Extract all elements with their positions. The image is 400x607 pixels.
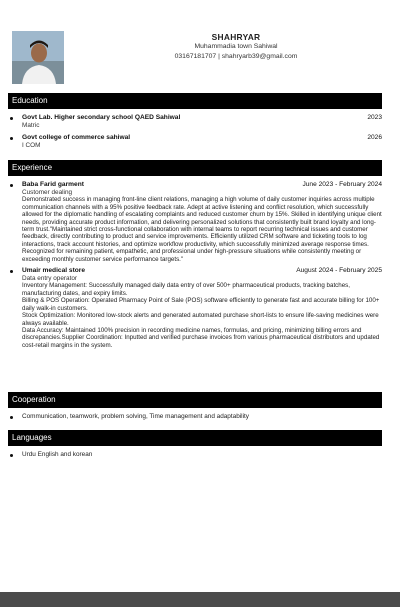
bullet-icon bbox=[10, 416, 13, 419]
experience-heading: Experience bbox=[8, 160, 382, 176]
language-item bbox=[10, 451, 382, 459]
education-item bbox=[10, 114, 382, 129]
candidate-address: Muhammadia town Sahiwal bbox=[194, 43, 278, 50]
education-year: 2023 bbox=[367, 114, 382, 121]
candidate-name: SHAHRYAR bbox=[211, 32, 261, 42]
cooperation-item bbox=[10, 413, 382, 421]
experience-list bbox=[10, 181, 382, 349]
education-degree: I COM bbox=[22, 142, 41, 150]
education-item bbox=[10, 134, 382, 149]
experience-item bbox=[10, 267, 382, 349]
cooperation-text: Communication, teamwork, problem solving, Time management and adaptability bbox=[22, 413, 249, 420]
education-institution: Govt college of commerce sahiwal bbox=[22, 134, 131, 142]
bullet-icon bbox=[10, 184, 13, 187]
education-heading: Education bbox=[8, 93, 382, 109]
candidate-contact: 03167181707 | shahryarb39@gmail.com bbox=[174, 53, 298, 60]
experience-description: Demonstrated success in managing front-line client relations, managing a high volume of daily customer inquiries across multiple communication channels with a 95% positive feedback rate. Adept at active listening and conflict resolution, which successfully allowed for the diplomatic handling of escalating complaints and reduced customer churn by 15%. Skilled in identifying unique client needs, providing accurate product information, and delivering personalized solutions that consistently built brand loyalty and long-term trust."Maintained strict cross-functional collaboration with internal teams to report recurring technical issues and customer feedback, directly contributing to product and service improvements. Efficiently utilized CRM software and ticketing tools to log interactions, track account histories, and optimize workflow productivity, which successfully minimized average response times. Recognized for remaining patient, empathetic, and professional under high-pressure situations while consistently meeting or exceeding monthly customer service performance targets." bbox=[22, 196, 382, 263]
education-institution: Govt Lab. Higher secondary school QAED Sahiwal bbox=[22, 114, 181, 121]
bullet-icon bbox=[10, 137, 13, 140]
bullet-icon bbox=[10, 117, 13, 120]
languages-list bbox=[10, 451, 382, 459]
profile-photo bbox=[12, 31, 64, 84]
bullet-icon bbox=[10, 270, 13, 273]
experience-item bbox=[10, 181, 382, 263]
experience-company: Umair medical store bbox=[22, 267, 86, 275]
experience-company: Baba Farid garment bbox=[22, 181, 84, 188]
experience-role: Customer dealing bbox=[22, 189, 73, 196]
bullet-icon bbox=[10, 454, 13, 457]
experience-role: Data entry operator bbox=[22, 275, 78, 283]
languages-heading: Languages bbox=[8, 430, 382, 446]
languages-text: Urdu English and korean bbox=[22, 451, 93, 458]
education-year: 2026 bbox=[367, 134, 382, 142]
education-list bbox=[10, 114, 382, 150]
cooperation-list bbox=[10, 413, 382, 421]
experience-dates: June 2023 - February 2024 bbox=[302, 181, 382, 188]
resume-header bbox=[0, 0, 400, 92]
cooperation-heading: Cooperation bbox=[8, 392, 382, 408]
education-degree: Matric bbox=[22, 122, 40, 129]
header-text bbox=[72, 32, 400, 62]
experience-dates: August 2024 - February 2025 bbox=[296, 267, 382, 275]
experience-description: Inventory Management: Successfully managed daily data entry of over 500+ pharmaceutical products, tracking batches, manufacturing dates, and expiry limits. Billing & POS Operation: Operated Pharmacy Point of Sale (POS) software efficiently to generate fast and accurate billing for 100+ daily walk-in customers. Stock Optimization: Monitored low-stock alerts and generated automated purchase short-lists to ensure life-saving medicines were always available. Data Accuracy: Maintained 100% precision in recording medicine names, formulas, and pricing, minimizing billing errors and discrepancies.Supplier Coordination: Inputted and verified purchase invoices from various pharmaceutical distributors and updated cost-retail margins in the system. bbox=[22, 282, 380, 349]
